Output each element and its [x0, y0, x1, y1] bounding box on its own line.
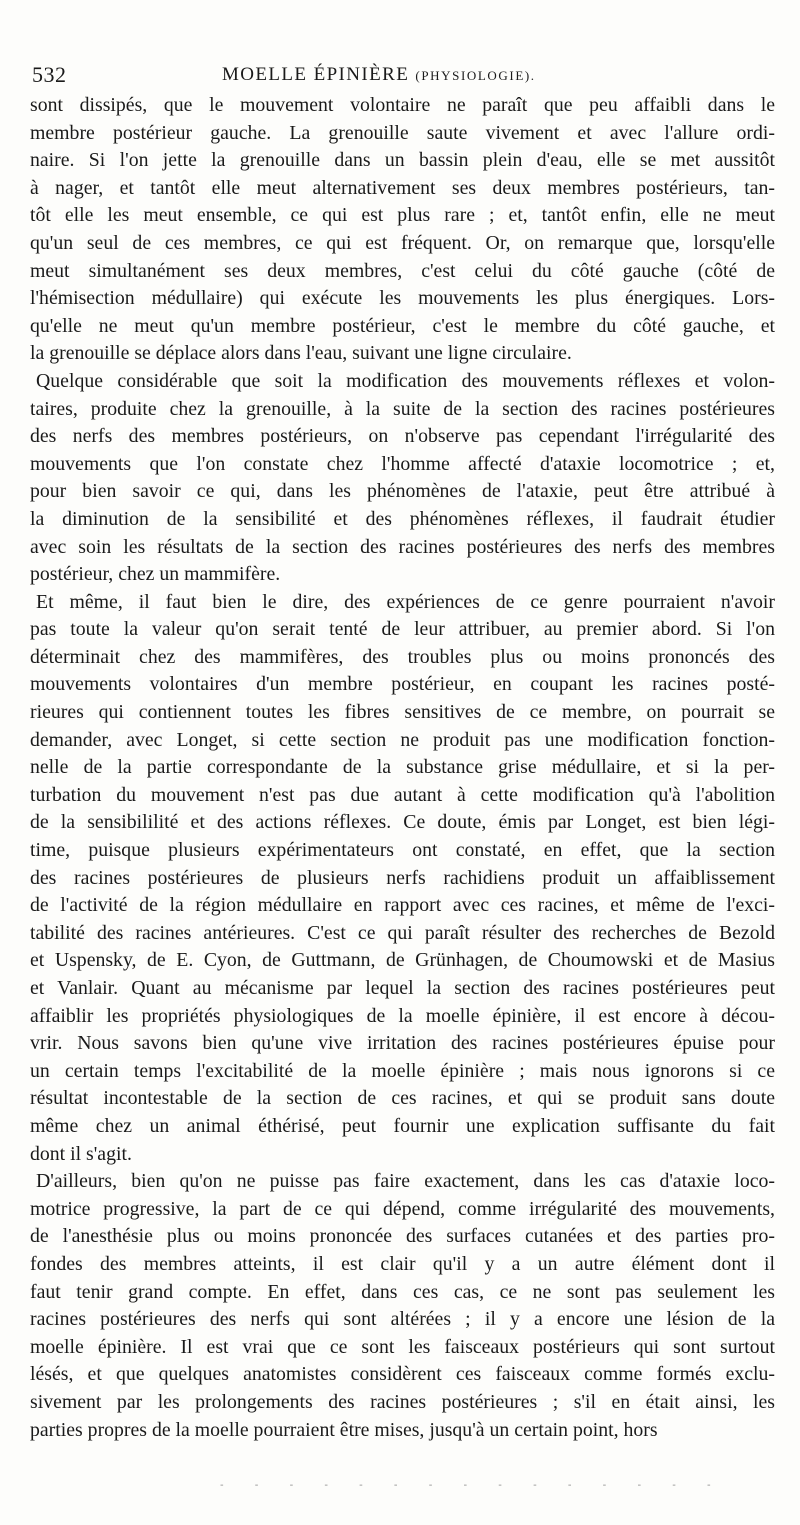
text-line: Quelque considérable que soit la modification des mouvements réflexes et volon-	[36, 369, 775, 392]
text-line: postérieur, chez un mammifère.	[30, 563, 281, 586]
text-line: la diminution de la sensibilité et des phénomènes réflexes, il faudrait étudier	[30, 507, 775, 530]
text-line: taires, produite chez la grenouille, à la suite de la section des racines postérieures	[30, 397, 775, 420]
text-line: et Uspensky, de E. Cyon, de Guttmann, de Grünhagen, de Choumowski et de Masius	[30, 949, 775, 972]
page-number: 532	[32, 62, 67, 87]
text-line: mouvements que l'on constate chez l'homme affecté d'ataxie locomotrice ; et,	[30, 452, 775, 475]
text-line: faut tenir grand compte. En effet, dans ces cas, ce ne sont pas seulement les	[30, 1280, 775, 1303]
text-line: sont dissipés, que le mouvement volontaire ne paraît que peu affaibli dans le	[30, 94, 775, 116]
text-line: à nager, et tantôt elle meut alternativement ses deux membres postérieurs, tan-	[30, 176, 775, 199]
text-line: mouvements volontaires d'un membre postérieur, en coupant les racines posté-	[30, 673, 775, 696]
text-line: qu'un seul de ces membres, ce qui est fréquent. Or, on remarque que, lorsqu'elle	[30, 231, 775, 254]
text-line: parties propres de la moelle pourraient être mises, jusqu'à un certain point, hors	[30, 1418, 658, 1441]
text-line: meut simultanément ses deux membres, c'est celui du côté gauche (côté de	[30, 259, 775, 282]
text-line: motrice progressive, la part de ce qui dépend, comme irrégularité des mouvements,	[30, 1197, 775, 1220]
text-line: fondes des membres atteints, il est clair qu'il y a un autre élément dont il	[30, 1252, 775, 1275]
running-title-main: MOELLE ÉPINIÈRE	[222, 64, 410, 85]
text-line: nelle de la partie correspondante de la substance grise médullaire, et si la per-	[30, 756, 775, 779]
page-bottom-smudges: - - - - - - - - - - - - - - -	[220, 1480, 725, 1490]
text-line: un certain temps l'excitabilité de la moelle épinière ; mais nous ignorons si ce	[30, 1059, 775, 1082]
text-line: lésés, et que quelques anatomistes considèrent ces faisceaux comme formés exclu-	[30, 1363, 775, 1386]
text-line: même chez un animal éthérisé, peut fournir une explication suffisante du fait	[30, 1114, 775, 1137]
text-line: sivement par les prolongements des racines postérieures ; s'il en était ainsi, les	[30, 1390, 775, 1413]
text-line: naire. Si l'on jette la grenouille dans un bassin plein d'eau, elle se met aussitôt	[30, 149, 775, 172]
text-line: avec soin les résultats de la section des racines postérieures des nerfs des membres	[30, 535, 775, 558]
text-line: tabilité des racines antérieures. C'est ce qui paraît résulter des recherches de Bezold	[30, 921, 775, 944]
body-text	[30, 92, 775, 1444]
running-title-subtitle: (PHYSIOLOGIE).	[415, 68, 536, 83]
text-line: dont il s'agit.	[30, 1142, 132, 1165]
running-title	[222, 64, 536, 86]
text-line: de la sensibililité et des actions réflexes. Ce doute, émis par Longet, est bien légi-	[30, 811, 775, 834]
text-line: turbation du mouvement n'est pas due autant à cette modification qu'à l'abolition	[30, 783, 775, 806]
text-line: Et même, il faut bien le dire, des expériences de ce genre pourraient n'avoir	[36, 590, 775, 613]
text-line: vrir. Nous savons bien qu'une vive irritation des racines postérieures épuise pour	[30, 1032, 775, 1055]
text-line: pas toute la valeur qu'on serait tenté de leur attribuer, au premier abord. Si l'on	[30, 618, 775, 641]
text-line: des nerfs des membres postérieurs, on n'observe pas cependant l'irrégularité des	[30, 425, 775, 448]
running-head	[32, 62, 770, 92]
text-line: de l'anesthésie plus ou moins prononcée des surfaces cutanées et des parties pro-	[30, 1225, 775, 1248]
paragraph	[30, 1168, 775, 1444]
text-line: rieures qui contiennent toutes les fibres sensitives de ce membre, on pourrait se	[30, 701, 775, 724]
text-line: la grenouille se déplace alors dans l'eau, suivant une ligne circulaire.	[30, 342, 572, 365]
text-line: racines postérieures des nerfs qui sont altérées ; il y a encore une lésion de la	[30, 1308, 775, 1331]
text-line: affaiblir les propriétés physiologiques de la moelle épinière, il est encore à décou-	[30, 1004, 775, 1027]
text-line: l'hémisection médullaire) qui exécute les mouvements les plus énergiques. Lors-	[30, 287, 775, 310]
paragraph	[30, 589, 775, 1168]
text-line: D'ailleurs, bien qu'on ne puisse pas faire exactement, dans les cas d'ataxie loco-	[36, 1170, 775, 1193]
text-line: des racines postérieures de plusieurs nerfs rachidiens produit un affaiblissement	[30, 866, 775, 889]
text-line: et Vanlair. Quant au mécanisme par lequel la section des racines postérieures peut	[30, 977, 775, 999]
text-line: tôt elle les meut ensemble, ce qui est plus rare ; et, tantôt enfin, elle ne meut	[30, 204, 775, 227]
paragraph	[30, 92, 775, 368]
text-line: de l'activité de la région médullaire en rapport avec ces racines, et même de l'exci-	[30, 894, 775, 917]
text-line: time, puisque plusieurs expérimentateurs ont constaté, en effet, que la section	[30, 839, 775, 862]
text-line: demander, avec Longet, si cette section ne produit pas une modification fonction-	[30, 728, 775, 751]
text-line: moelle épinière. Il est vrai que ce sont les faisceaux postérieurs qui sont surtout	[30, 1335, 775, 1358]
text-line: résultat incontestable de la section de ces racines, et qui se produit sans doute	[30, 1087, 775, 1110]
text-line: pour bien savoir ce qui, dans les phénomènes de l'ataxie, peut être attribué à	[30, 480, 775, 503]
paragraph	[30, 368, 775, 589]
text-line: qu'elle ne meut qu'un membre postérieur, c'est le membre du côté gauche, et	[30, 314, 775, 337]
text-line: membre postérieur gauche. La grenouille saute vivement et avec l'allure ordi-	[30, 121, 775, 144]
text-line: déterminait chez des mammifères, des troubles plus ou moins prononcés des	[30, 645, 775, 668]
